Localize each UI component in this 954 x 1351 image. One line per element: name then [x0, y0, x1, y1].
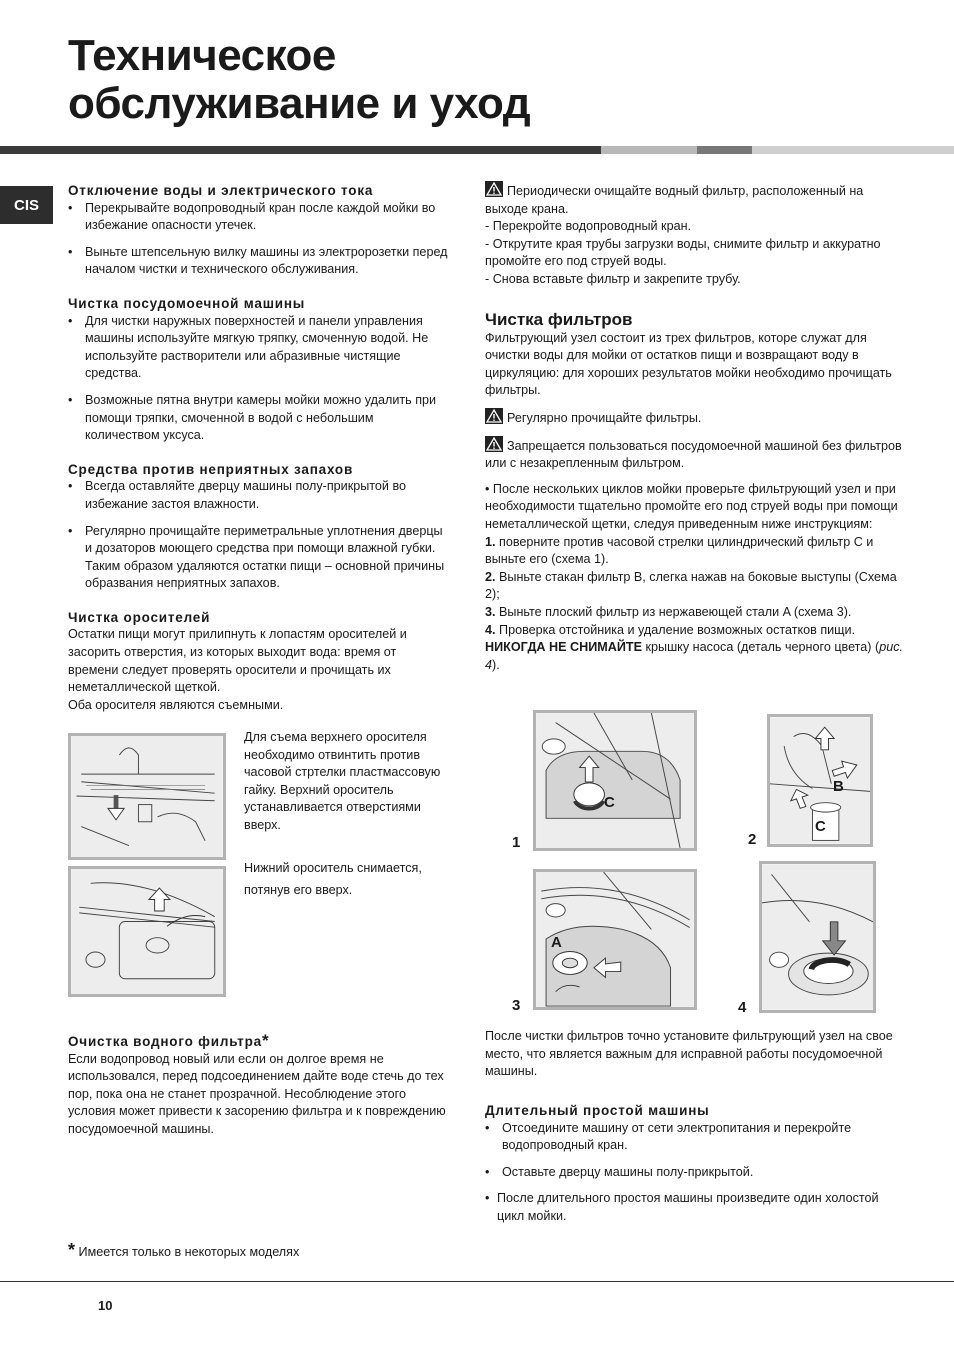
section-heading-idle: Длительный простой машины [485, 1103, 710, 1118]
section-heading-spray-arms: Чистка оросителей [68, 609, 211, 625]
warning-icon [485, 181, 503, 197]
list-item: • Возможные пятна внутри камеры мойки можно удалить при помощи тряпки, смоченной в водой с небольшим количеством уксуса. [68, 392, 448, 445]
section-heading-filters: Чистка фильтров [485, 310, 633, 329]
page-title [68, 32, 530, 128]
section-heading-power: Отключение воды и электрического тока [68, 183, 374, 198]
figure-number: 2 [748, 831, 757, 848]
footnote-marker: * [261, 1031, 270, 1050]
section-heading-water-filter [68, 1032, 448, 1051]
warning-icon [485, 408, 503, 424]
step-number: 4. [485, 622, 496, 637]
step-1 [485, 534, 907, 569]
section-heading-water-filter-text: Очистка водного фильтра [68, 1034, 262, 1049]
footer-rule [0, 1281, 954, 1282]
illustration-filter-4 [759, 861, 876, 1013]
warning-text: Запрещается пользоваться посудомоечной машиной без фильтров или с незакрепленным фильтром. [485, 438, 902, 471]
step-2 [485, 569, 907, 604]
illustration-lower-spray-arm [68, 866, 226, 997]
page-title-line-1: Техническое [68, 31, 336, 80]
left-column [68, 182, 448, 714]
warning-item [485, 436, 907, 473]
upper-spray-arm-text: Для съема верхнего оросителя необходимо отвинтить против часовой стртелки пластмассовую гайку. Верхний ороситель устанавливается отверстиями вверх. [244, 730, 441, 832]
figure-reference: рис. 4 [485, 640, 904, 672]
warning-text: Периодически очищайте водный фильтр, расположенный на выходе крана. [485, 184, 864, 216]
step-text: Выньте стакан фильтр B, слегка нажав на боковые выступы (Схема 2); [485, 569, 897, 602]
step-number: 1. [485, 534, 496, 549]
list-item: • Регулярно прочищайте периметральные уплотнения дверцы и дозаторов моющего средства при помощи влажной губки. Таким образом удаляются остатки пищи – основной причины образвания неприятных запахов. [68, 523, 448, 593]
figure-number: 4 [738, 999, 747, 1016]
warning-item [485, 408, 907, 428]
figure-number: 3 [512, 997, 521, 1014]
step-text: ). [492, 657, 500, 672]
list-item: • Оставьте дверцу машины полу-прикрытой. [485, 1164, 905, 1182]
list-item: • Всегда оставляйте дверцу машины полу-прикрытой во избежание застоя влажности. [68, 478, 448, 513]
filter-label-b: B [833, 778, 844, 795]
section-heading-cleaning: Чистка посудомоечной машины [68, 295, 306, 311]
footnote-star: * [68, 1240, 76, 1260]
footnote-text: Имеется только в некоторых моделях [78, 1245, 300, 1259]
paragraph: Фильтрующий узел состоит из трех фильтров, которе служат для очистки воды для мойки от остатков пищи и возвращают воду в циркуляцию: для хороших результатов мойки необходимо прочищать фильтры. [485, 330, 892, 398]
filters-section [485, 311, 907, 674]
warning-icon [485, 436, 503, 452]
step-warning-bold: НИКОГДА НЕ СНИМАЙТЕ [485, 640, 642, 655]
idle-section [485, 1102, 905, 1226]
water-filter-section [68, 1032, 448, 1139]
right-column-top [485, 181, 905, 289]
header-band-light-2 [752, 146, 954, 154]
page-number: 10 [98, 1298, 113, 1313]
list-item: • Для чистки наружных поверхностей и панели управления машины используйте мягкую тряпку, смоченную водой. Не используйте растворители или абразивные чистящие средства. [68, 313, 448, 383]
step-line: - Перекройте водопроводный кран. [485, 219, 692, 234]
section-heading-odors: Средства против неприятных запахов [68, 461, 354, 477]
header-band-dark [0, 146, 601, 154]
filter-label-a: A [551, 934, 562, 951]
page-title-line-2: обслуживание и уход [68, 79, 531, 128]
filter-label-c: C [604, 794, 615, 811]
header-band-light [601, 146, 697, 154]
step-text: Выньте плоский фильтр из нержавеющей стали A (схема 3). [499, 604, 852, 619]
paragraph: Остатки пищи могут прилипнуть к лопастям оросителей и засорить отверстия, из которых выходит вода: время от времени следует проверять оросители и прочищать их неметаллической щеткой. [68, 627, 407, 695]
paragraph: Если водопровод новый или если он долгое время не использовался, перед подсоединением дайте воде стечь до тех пор, пока она не станет прозрачной. Несоблюдение этого условия может привести к засорению фильтра и к повреждению посудомоечной машины. [68, 1051, 446, 1136]
footnote [68, 1240, 299, 1261]
step-text: крышку насоса (деталь черного цвета) ( [645, 640, 880, 655]
illustration-filter-1 [533, 710, 697, 851]
header-band-mid [697, 146, 752, 154]
warning-item [485, 181, 905, 218]
warning-text: Регулярно прочищайте фильтры. [507, 410, 702, 425]
list-item: • После длительного простоя машины произведите один холостой цикл мойки. [485, 1190, 905, 1225]
step-line: - Снова вставьте фильтр и закрепите трубу. [485, 271, 741, 286]
list-item: • Отсоедините машину от сети электропитания и перекройте водопроводный кран. [485, 1120, 905, 1155]
paragraph: Оба оросителя являются съемными. [68, 697, 284, 712]
list-item: • Выньте штепсельную вилку машины из электророзетки перед началом чистки и технического обслуживания. [68, 244, 448, 279]
list-item: • Перекрывайте водопроводный кран после каждой мойки во избежание опасности утечек. [68, 200, 448, 235]
paragraph: • После нескольких циклов мойки проверьте фильтрующий узел и при необходимости тщательно промойте его под струей воды при помощи неметаллической щетки, следуя приведенным ниже инструкциям: [485, 481, 898, 531]
step-4 [485, 622, 907, 675]
after-cleaning-text: После чистки фильтров точно установите фильтрующий узел на свое место, что является важным для исправной работы посудомоечной машины. [485, 1029, 893, 1079]
step-3 [485, 604, 907, 622]
figure-number: 1 [512, 834, 521, 851]
illustration-upper-spray-arm [68, 733, 226, 860]
step-text: поверните против часовой стрелки цилиндрический фильтр C и выньте его (схема 1). [485, 534, 874, 567]
lower-spray-arm-text: Нижний ороситель снимается, потянув его вверх. [244, 861, 422, 897]
language-tab: CIS [0, 186, 53, 224]
filter-label-c-2: C [815, 818, 826, 835]
step-line: - Открутите края трубы загрузки воды, снимите фильтр и аккуратно промойте его под струей воды. [485, 236, 881, 269]
step-text: Проверка отстойника и удаление возможных остатков пищи. [499, 622, 856, 637]
step-number: 2. [485, 569, 496, 584]
step-number: 3. [485, 604, 496, 619]
